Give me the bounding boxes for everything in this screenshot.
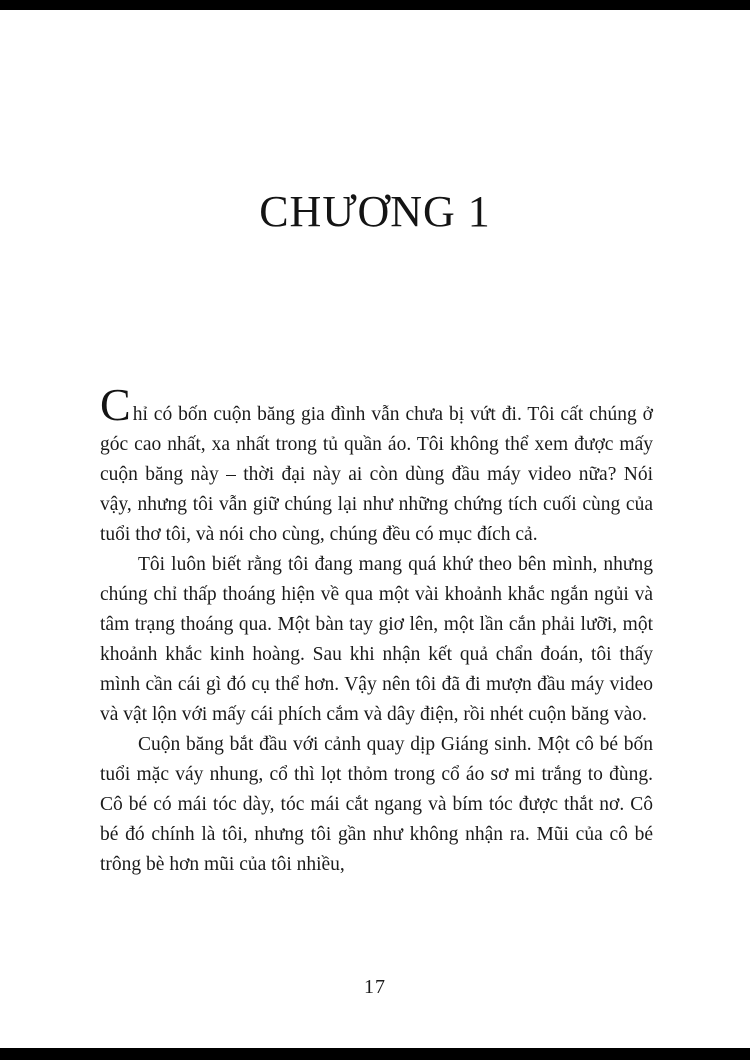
paragraph: Tôi luôn biết rằng tôi đang mang quá khứ theo bên mình, nhưng chúng chỉ thấp thoáng hiện về qua một vài khoảnh khắc ngắn ngủi và tâm trạng thoáng qua. Một bàn tay giơ lên, một lần cắn phải lưỡi, một khoảnh khắc kinh hoàng. Sau khi nhận kết quả chẩn đoán, tôi thấy mình cần cái gì đó cụ thể hơn. Vậy nên tôi đã đi mượn đầu máy video và vật lộn với mấy cái phích cắm và dây điện, rồi nhét cuộn băng vào. [100,554,653,725]
body-text [100,379,653,880]
paragraph: Cuộn băng bắt đầu với cảnh quay dịp Giáng sinh. Một cô bé bốn tuổi mặc váy nhung, cổ thì lọt thỏm trong cổ áo sơ mi trắng to đùng. Cô bé có mái tóc dày, tóc mái cắt ngang và bím tóc được thắt nơ. Cô bé đó chính là tôi, nhưng tôi gần như không nhận ra. Mũi của cô bé trông bè hơn mũi của tôi nhiều, [100,734,653,875]
chapter-title: CHƯƠNG 1 [259,187,491,236]
paragraph [100,379,653,550]
top-edge-bar [0,0,750,10]
drop-cap: C [100,379,131,430]
bottom-edge-bar [0,1048,750,1060]
page-number: 17 [364,976,386,998]
paragraph-text: hỉ có bốn cuộn băng gia đình vẫn chưa bị vứt đi. Tôi cất chúng ở góc cao nhất, xa nhất trong tủ quần áo. Tôi không thể xem được mấy cuộn băng này – thời đại này ai còn dùng đầu máy video nữa? Nói vậy, nhưng tôi vẫn giữ chúng lại như những chứng tích cuối cùng của tuổi thơ tôi, và nói cho cùng, chúng đều có mục đích cả. [100,404,653,545]
